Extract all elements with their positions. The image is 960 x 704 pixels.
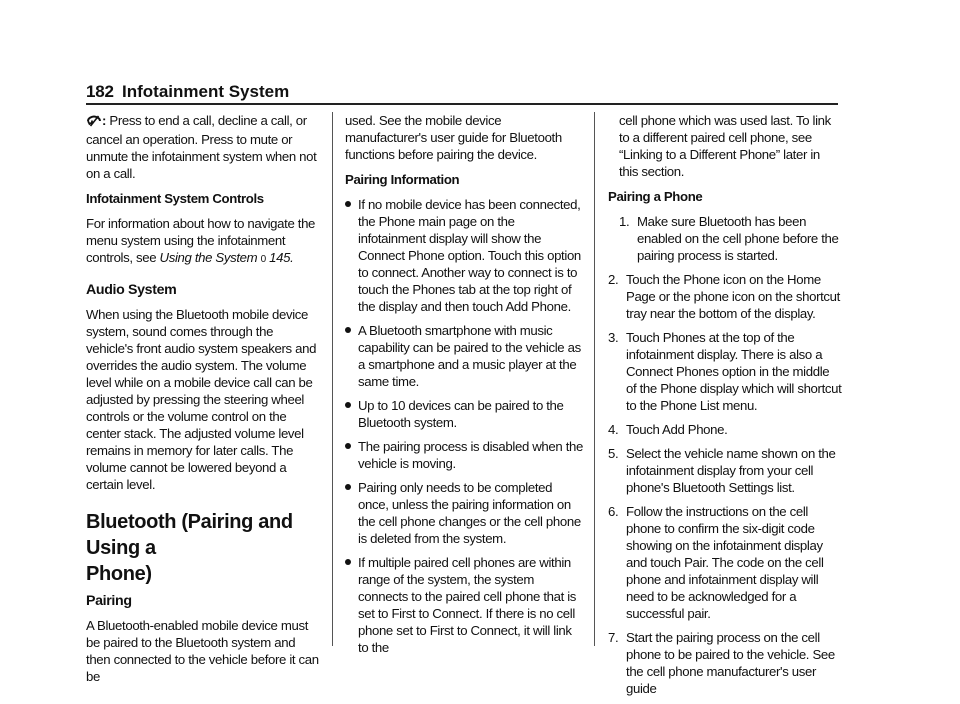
list-item (608, 421, 842, 438)
step-number: 2. (608, 272, 619, 287)
step-text: Select the vehicle name shown on the infotainment display from your cell phone's Bluetooth Settings list. (626, 446, 836, 495)
using-system-link[interactable]: Using the System (159, 250, 258, 265)
pairing-paragraph: A Bluetooth-enabled mobile device must be paired to the Bluetooth system and then connected to the vehicle before it can be (86, 618, 319, 684)
list-item (608, 629, 842, 697)
page-number: 182 (86, 82, 114, 101)
list-item (608, 445, 842, 496)
bullet-text: If no mobile device has been connected, the Phone main page on the infotainment display will show the Connect Phone option. Touch this option to connect. Another way to connect is to touch the Phones tab at the top right of the display and then touch Add Phone. (358, 197, 581, 314)
pairing-information-heading: Pairing Information (345, 172, 460, 187)
step-number: 7. (608, 630, 619, 645)
pairing-a-phone-heading: Pairing a Phone (608, 189, 703, 204)
column-1 (86, 112, 320, 693)
page-title: Infotainment System (122, 82, 290, 101)
column-divider-1 (332, 112, 333, 646)
bullet-text: Up to 10 devices can be paired to the Bluetooth system. (358, 398, 564, 430)
header-rule (86, 103, 838, 105)
linking-continued-paragraph: cell phone which was used last. To link to a different paired cell phone, see “Linking to a Different Phone” later in this section. (619, 113, 831, 179)
bluetooth-heading-line2: Phone) (86, 563, 152, 585)
column-3 (608, 112, 842, 704)
step-number: 4. (608, 422, 619, 437)
list-item (608, 329, 842, 414)
step-text: Make sure Bluetooth has been enabled on the cell phone before the pairing process is started. (637, 214, 839, 263)
column-2 (345, 112, 583, 663)
bullet-icon (345, 443, 351, 449)
audio-system-paragraph: When using the Bluetooth mobile device system, sound comes through the vehicle's front audio system speakers and overrides the audio system. The volume level while on a mobile device call can be adjusted by pressing the steering wheel controls or the volume control on the center stack. The adjusted volume level remains in memory for later calls. The volume cannot be lowered beyond a certain level. (86, 307, 317, 492)
bullet-icon (345, 201, 351, 207)
list-item (608, 503, 842, 622)
end-call-paragraph (86, 112, 320, 182)
list-item (345, 322, 583, 390)
step-text: Follow the instructions on the cell phone to confirm the six-digit code showing on the infotainment display and touch Pair. The code on the cell phone and infotainment display will need to be acknowledged for a successful pair. (626, 504, 824, 621)
bullet-text: A Bluetooth smartphone with music capability can be paired to the vehicle as a smartphone and a music player at the same time. (358, 323, 581, 389)
step-text: Start the pairing process on the cell phone to be paired to the vehicle. See the cell phone manufacturer's user guide (626, 630, 835, 696)
controls-text: For information about how to navigate the menu system using the infotainment controls, see (86, 216, 316, 265)
end-call-text: Press to end a call, decline a call, or cancel an operation. Press to mute or unmute the infotainment system when not on a call. (86, 113, 317, 181)
list-item (608, 213, 842, 264)
column-divider-2 (594, 112, 595, 646)
end-call-icon (86, 114, 102, 131)
page-ref-number[interactable]: 145. (269, 250, 294, 265)
audio-system-heading: Audio System (86, 282, 177, 298)
list-item (345, 438, 583, 472)
step-number: 1. (619, 214, 630, 229)
controls-heading: Infotainment System Controls (86, 191, 264, 206)
step-text: Touch Add Phone. (626, 422, 728, 437)
step-number: 3. (608, 330, 619, 345)
bullet-icon (345, 559, 351, 565)
pairing-heading: Pairing (86, 593, 132, 609)
bluetooth-heading-line1: Bluetooth (Pairing and Using a (86, 511, 293, 559)
bullet-icon (345, 484, 351, 490)
page-ref-arrow-icon: 0 (260, 254, 266, 265)
list-item (345, 554, 583, 656)
bullet-text: The pairing process is disabled when the vehicle is moving. (358, 439, 583, 471)
step-number: 5. (608, 446, 619, 461)
bullet-text: If multiple paired cell phones are within range of the system, the system connects to the paired cell phone that is set to First to Connect. If there is no cell phone set to First to Connect, it will link to the (358, 555, 577, 655)
step-number: 6. (608, 504, 619, 519)
list-item (608, 271, 842, 322)
list-item (345, 196, 583, 315)
list-item (345, 397, 583, 431)
step-text: Touch the Phone icon on the Home Page or the phone icon on the shortcut tray near the bottom of the display. (626, 272, 840, 321)
pairing-continued-paragraph: used. See the mobile device manufacturer's user guide for Bluetooth functions before pairing the device. (345, 113, 562, 162)
bluetooth-section-heading (86, 509, 320, 587)
bullet-icon (345, 402, 351, 408)
step-text: Touch Phones at the top of the infotainment display. There is also a Connect Phones option in the middle of the Phone display which will shortcut to the Phone List menu. (626, 330, 842, 413)
bullet-icon (345, 327, 351, 333)
controls-paragraph (86, 215, 320, 268)
icon-label-separator: : (102, 113, 107, 128)
bullet-text: Pairing only needs to be completed once, unless the pairing information on the cell phone changes or the cell phone is deleted from the system. (358, 480, 581, 546)
list-item (345, 479, 583, 547)
